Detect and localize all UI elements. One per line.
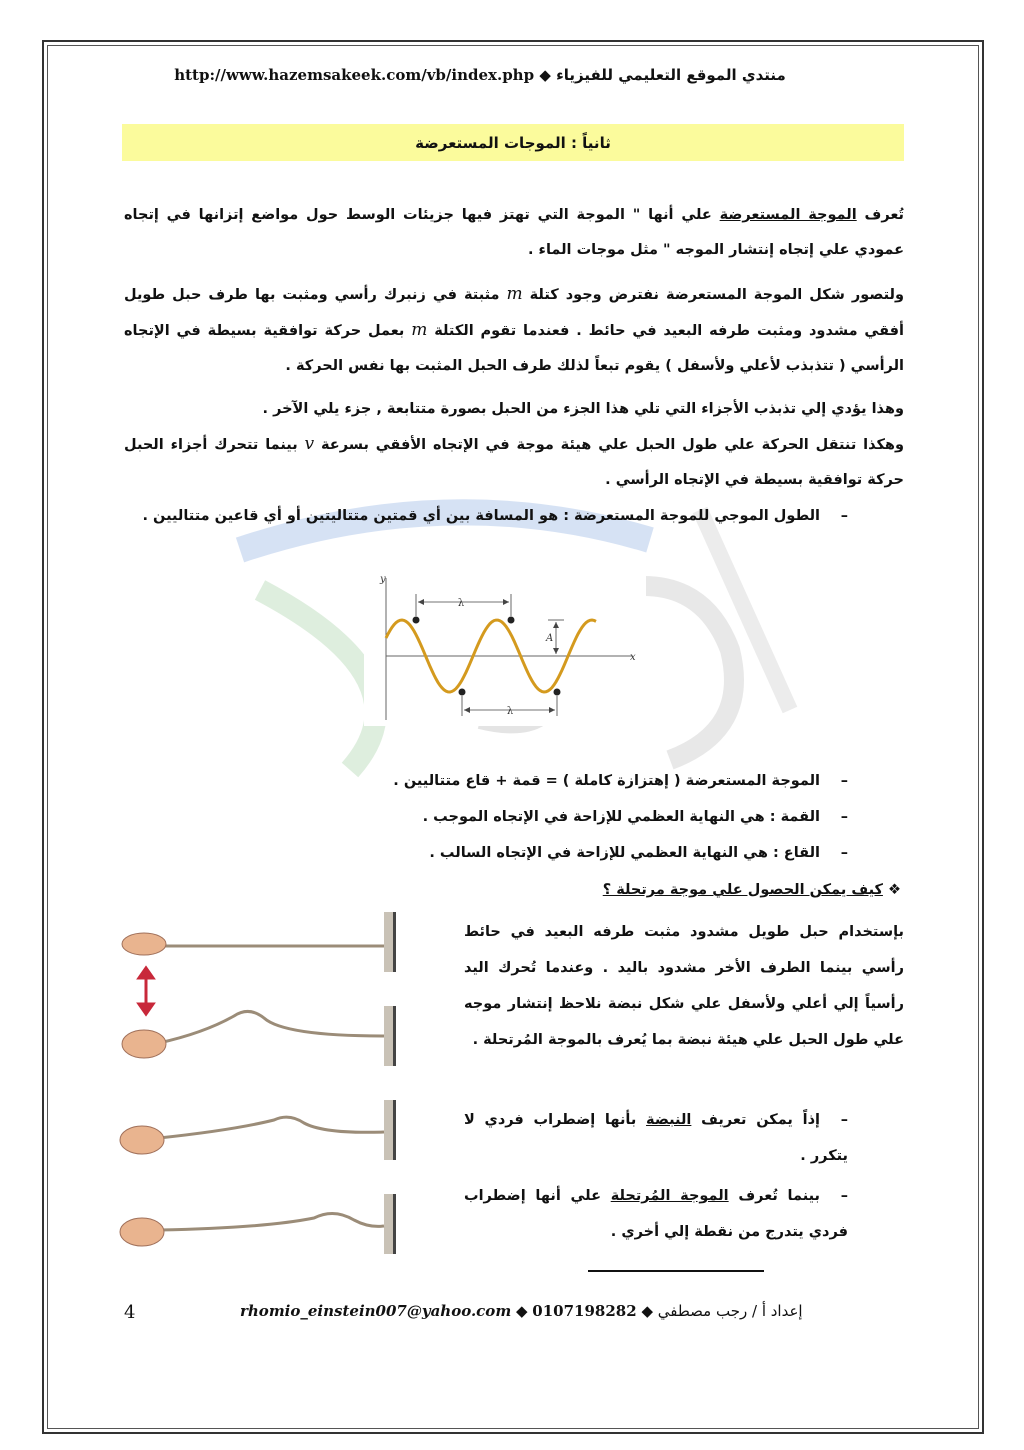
traveling-def-text-a: بينما تُعرف [728, 1188, 820, 1204]
header-url: http://www.hazemsakeek.com/vb/index.php [174, 66, 535, 84]
trough-point [554, 689, 561, 696]
y-axis-label: y [380, 574, 386, 585]
full-wave-text: الموجة المستعرضة ( إهتزازة كاملة ) = قمة + قاع متتاليين . [393, 773, 820, 789]
dash-bullet: – [840, 1112, 848, 1128]
dash-bullet: – [840, 508, 848, 524]
pulse-text-a: إذاً يمكن تعريف [691, 1112, 820, 1128]
transverse-wave-figure [364, 570, 646, 726]
dash-bullet: – [840, 845, 848, 861]
traveling-wave-paragraph [464, 914, 904, 1058]
pulse-text-b: بأنها إضطراب فردي لا يتكرر . [464, 1112, 848, 1164]
header-diamond-icon: ◆ [539, 66, 551, 84]
mass-symbol: m [506, 284, 523, 304]
dash-bullet: – [840, 1188, 848, 1204]
traveling-wave-question [603, 882, 901, 898]
footer-diamond-icon: ◆ [641, 1302, 653, 1320]
section-title-bar [122, 124, 904, 161]
traveling-def-text-b: علي أنها إضطراب فردي يتدرج من نقطة إلي أخري . [464, 1188, 848, 1240]
intro-p4-text-a: وهكذا تنتقل الحركة علي طول الحبل علي هيئة موجة في الإتجاه الأفقي بسرعة [314, 437, 904, 453]
lambda-label-bottom: λ [506, 706, 514, 717]
traveling-wave-definition [464, 1178, 848, 1250]
intro-paragraph-3 [124, 392, 904, 427]
intro-p1-text-a: تُعرف [856, 207, 904, 223]
diamond-bullet-icon: ❖ [888, 882, 901, 898]
intro-p4-text-b: بينما تتحرك أجزاء الحبل حركة توافقية بسيطة في الإتجاه الرأسي . [124, 437, 904, 488]
term-traveling-wave: الموجة المُرتحلة [610, 1188, 729, 1204]
footer-diamond-icon: ◆ [515, 1302, 528, 1320]
intro-paragraph-1 [124, 198, 904, 268]
footer-email: rhomio_einstein007@yahoo.com [240, 1302, 512, 1320]
wavelength-text: الطول الموجي للموجة المستعرضة : هو المسافة بين أي قمتين متتاليتين أو أي قاعين متتاليين . [142, 508, 820, 524]
lambda-label-top: λ [457, 598, 465, 609]
header-line [110, 66, 850, 84]
intro-p3-text: وهذا يؤدي إلي تذبذب الأجزاء التي تلي هذا الجزء من الحبل بصورة متتابعة , جزء يلي الآخر . [262, 401, 904, 417]
amplitude-label: A [546, 633, 554, 644]
dash-bullet: – [840, 773, 848, 789]
section-end-divider [588, 1270, 764, 1272]
intro-p2-text-c: بعمل حركة توافقية بسيطة في الإتجاه الرأسي ( تتذبذب لأعلي ولأسفل ) يقوم تبعاً لذلك طرف الحبل المثبت بها نفس الحركة . [124, 323, 904, 374]
crest-point [508, 617, 515, 624]
crest-definition [423, 809, 848, 825]
velocity-symbol: v [304, 434, 315, 454]
page-number: 4 [124, 1302, 136, 1323]
intro-p1-text-b: علي أنها " الموجة التي تهتز فيها جزيئات الوسط حول مواضع إتزانها في إتجاه عمودي علي إتجاه إنتشار الموجه " مثل موجات الماء . [124, 207, 904, 258]
traveling-wave-text: بإستخدام حبل طويل مشدود مثبت طرفه البعيد في حائط رأسي بينما الطرف الأخر مشدود باليد . وعندما تُحرك اليد رأسياً إلي أعلي ولأسفل علي شكل نبضة نلاحظ إنتشار موجه علي طول الحبل علي هيئة نبضة بما يُعرف بالموجة المُرتحلة . [464, 924, 904, 1048]
footer-author: إعداد أ / رجب مصطفي [657, 1302, 803, 1320]
term-transverse-wave: الموجة المستعرضة [719, 207, 857, 223]
intro-p2-text-a: ولتصور شكل الموجة المستعرضة نفترض وجود كتلة [522, 287, 905, 303]
intro-p2-text-b: مثبتة في زنبرك رأسي ومثبت بها طرف حبل طويل أفقي مشدود ومثبت طرفه البعيد في حائط . فعندما تقوم الكتلة [124, 287, 904, 339]
crest-point [413, 617, 420, 624]
full-wave-definition [393, 773, 848, 789]
wavelength-definition [142, 508, 848, 524]
footer [240, 1302, 803, 1320]
question-text: كيف يمكن الحصول علي موجة مرتحلة ؟ [602, 882, 883, 898]
term-pulse: النبضة [646, 1112, 692, 1128]
intro-paragraph-2 [124, 277, 904, 384]
x-axis-label: x [630, 652, 636, 663]
trough-definition [429, 845, 848, 861]
intro-paragraph-4 [124, 427, 904, 498]
forum-name: منتدي الموقع التعليمي للفيزياء [556, 66, 786, 84]
trough-point [459, 689, 466, 696]
crest-text: القمة : هي النهاية العظمي للإزاحة في الإتجاه الموجب . [422, 809, 820, 825]
pulse-definition [464, 1102, 848, 1174]
dash-bullet: – [840, 809, 848, 825]
mass-symbol: m [411, 320, 428, 340]
trough-text: القاع : هي النهاية العظمي للإزاحة في الإتجاه السالب . [429, 845, 820, 861]
footer-phone: 0107198282 [532, 1302, 637, 1320]
section-title: ثانياً : الموجات المستعرضة [415, 133, 611, 152]
rope-pulse-figure [114, 908, 426, 1278]
